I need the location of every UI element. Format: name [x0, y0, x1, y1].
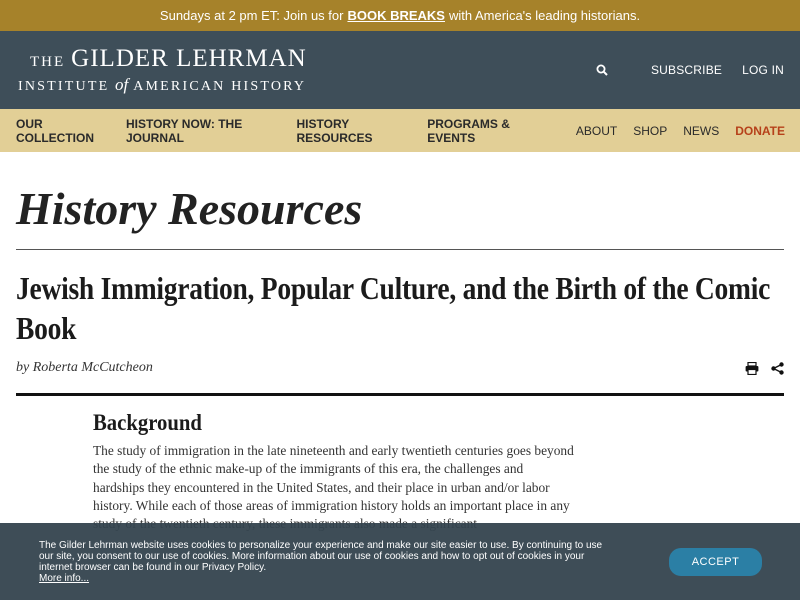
more-info-link[interactable]: More info...: [39, 572, 90, 584]
cookie-text-block: [39, 540, 619, 584]
search-icon[interactable]: [595, 63, 609, 77]
print-icon[interactable]: [745, 362, 759, 375]
byline-row: [16, 360, 784, 376]
nav-history-resources[interactable]: HISTORY RESOURCES: [296, 116, 373, 145]
nav-our-collection[interactable]: OUR COLLECTION: [16, 116, 94, 145]
divider: [16, 249, 784, 250]
logo-line2-a: INSTITUTE: [18, 79, 110, 94]
body-paragraph: The study of immigration in the late nineteenth and early twentieth centuries goes beyond the study of the ethnic make-up of the immigrants of this era, the challenges and hardships they encountered in the United States, and their place in urban and/or labor history. While each of those areas of immigration history holds an important place in any: [93, 443, 574, 513]
share-icon[interactable]: [771, 362, 784, 375]
promo-text-suffix: with America's leading historians.: [448, 8, 641, 23]
byline: by Roberta McCutcheon: [16, 360, 153, 375]
logo-line2-of: of: [115, 75, 129, 94]
utility-nav: [595, 63, 784, 77]
article-tools: [733, 362, 784, 375]
nav-donate[interactable]: DONATE: [735, 123, 785, 138]
login-link[interactable]: LOG IN: [742, 63, 784, 77]
logo-line1: GILDER LEHRMAN: [71, 45, 307, 72]
logo-the: THE: [30, 54, 66, 70]
promo-banner: [0, 0, 800, 31]
nav-history-now[interactable]: HISTORY NOW: THE JOURNAL: [125, 116, 243, 145]
article-divider: [16, 393, 784, 396]
cookie-banner: [0, 523, 800, 600]
nav-shop[interactable]: SHOP: [633, 123, 668, 138]
nav-about[interactable]: ABOUT: [575, 123, 618, 138]
main-nav: [0, 109, 800, 152]
logo-line2-b: AMERICAN HISTORY: [133, 79, 307, 94]
subhead-background: Background: [93, 410, 202, 435]
nav-news[interactable]: NEWS: [683, 123, 720, 138]
main-content: [0, 182, 800, 533]
accept-button[interactable]: ACCEPT: [669, 548, 762, 576]
cookie-message: The Gilder Lehrman website uses cookies to personalize your experience and make our site easier to use. By continuing to use our site, you consent to our use of cookies. More information about our use of cookies and how to opt out of cookies in your internet browser can be found in our Privacy Policy.: [39, 539, 603, 573]
article-body: [16, 410, 576, 533]
site-header: [0, 31, 800, 109]
section-title: History Resources: [16, 183, 363, 234]
subscribe-link[interactable]: SUBSCRIBE: [650, 63, 723, 77]
nav-programs-events[interactable]: PROGRAMS & EVENTS: [427, 116, 510, 145]
promo-text-prefix: Sundays at 2 pm ET: Join us for: [159, 8, 344, 23]
article-title: Jewish Immigration, Popular Culture, and the Birth of the Comic Book: [16, 270, 771, 346]
site-logo[interactable]: [18, 46, 307, 94]
book-breaks-link[interactable]: BOOK BREAKS: [347, 8, 445, 23]
